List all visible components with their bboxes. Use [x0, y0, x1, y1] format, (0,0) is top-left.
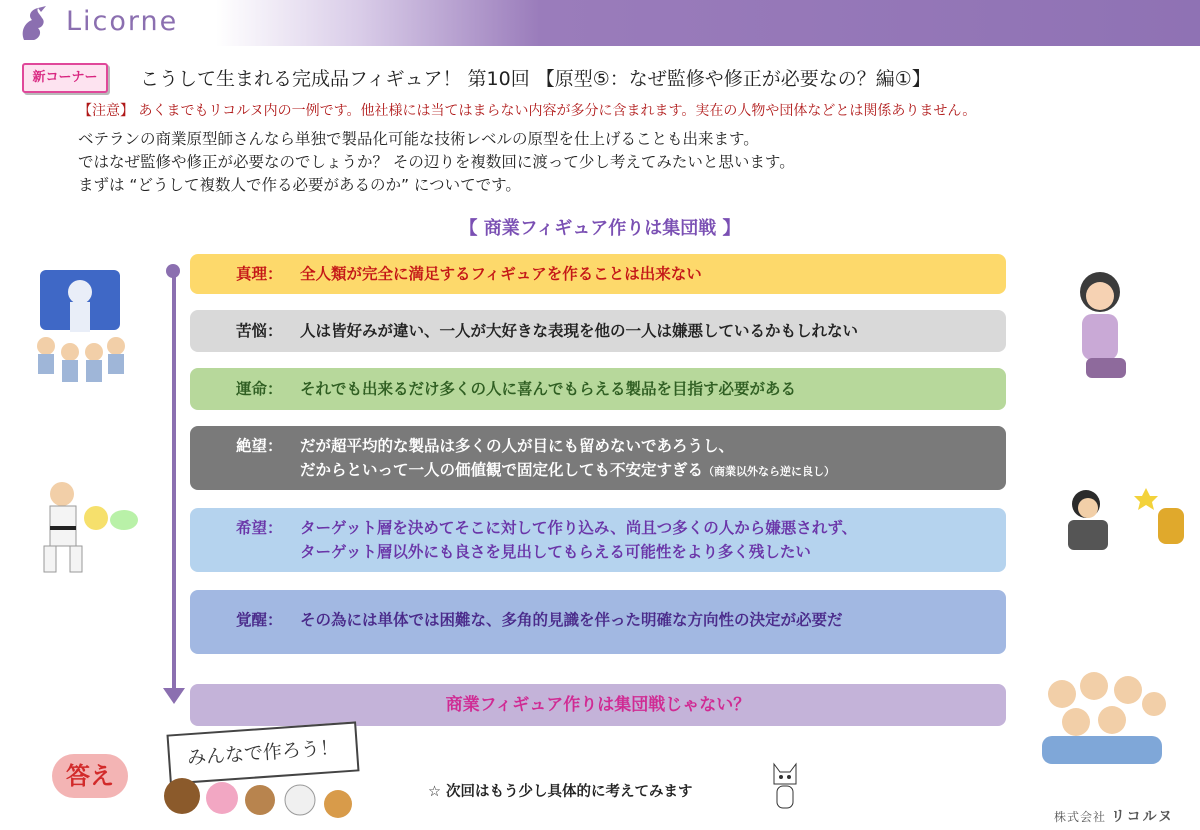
- page-title: こうして生まれる完成品フィギュア！ 第10回 【原型⑤：なぜ監修や修正が必要なの？編①】: [140, 68, 931, 90]
- bar-label: 希望：: [236, 519, 283, 537]
- lets-make-together-sign: みんなで作ろう！: [166, 721, 359, 784]
- bar-text-line2: だからといって一人の価値観で固定化しても不安定すぎる: [300, 461, 704, 479]
- animal-friends-illustration: [160, 770, 360, 826]
- notice-text: 【注意】 あくまでもリコルヌ内の一例です。他社様には当てはまらない内容が多分に含まれます。実在の人物や団体などとは関係ありません。: [78, 103, 977, 119]
- bar-truth: [190, 254, 1006, 294]
- intro-line: ベテランの商業原型師さんなら単独で製品化可能な技術レベルの原型を仕上げることも出来ます。: [78, 130, 759, 148]
- bar-text-line1: ターゲット層を決めてそこに対して作り込み、尚且つ多くの人から嫌悪されず、: [300, 519, 858, 537]
- bar-label: 真理：: [236, 265, 283, 283]
- bar-note: （商業以外なら逆に良し）: [703, 465, 836, 478]
- worship-crowd-illustration: [30, 266, 130, 390]
- header-bar: [0, 0, 1200, 46]
- bar-text-line2: ターゲット層以外にも良さを見出してもらえる可能性をより多く残したい: [300, 543, 811, 561]
- company-main-name: リコルヌ: [1110, 809, 1175, 825]
- bar-text: 人は皆好みが違い、一人が大好きな表現を他の一人は嫌悪しているかもしれない: [300, 322, 859, 340]
- karate-fighter-illustration: [30, 476, 142, 576]
- bar-label: 覚醒：: [236, 611, 283, 629]
- bar-anguish: [190, 310, 1006, 352]
- bar-text: それでも出来るだけ多くの人に喜んでもらえる製品を目指す必要がある: [300, 380, 797, 398]
- bar-despair: [190, 426, 1006, 490]
- intro-paragraph: [78, 128, 795, 197]
- bar-text: その為には単体では困難な、多角的見識を伴った明確な方向性の決定が必要だ: [300, 611, 843, 629]
- conclusion-banner: 商業フィギュア作りは集団戦じゃない？: [190, 684, 1006, 726]
- company-name: [1054, 806, 1174, 826]
- timeline-arrow-line: [172, 268, 176, 692]
- bar-text-line1: だが超平均的な製品は多くの人が目にも留めないであろうし、: [300, 437, 735, 455]
- bar-fate: [190, 368, 1006, 410]
- intro-line: ではなぜ監修や修正が必要なのでしょうか？ その辺りを複数回に渡って少し考えてみたいと思います。: [78, 153, 795, 171]
- intro-line: まずは “どうして複数人で作る必要があるのか” についてです。: [78, 176, 521, 194]
- hit-man-illustration: [1046, 480, 1192, 566]
- timeline-start-dot: [166, 264, 180, 278]
- unicorn-logo-icon: [16, 6, 50, 42]
- bar-awakening: [190, 590, 1006, 654]
- praying-woman-illustration: [1066, 266, 1136, 386]
- new-corner-badge: 新コーナー: [22, 63, 108, 93]
- answer-badge: 答え: [52, 754, 128, 798]
- timeline-arrow-head: [163, 688, 185, 704]
- cat-mascot-illustration: [768, 760, 802, 812]
- bar-label: 苦悩：: [236, 322, 283, 340]
- next-episode-note: ☆ 次回はもう少し具体的に考えてみます: [428, 784, 693, 800]
- happy-crowd-illustration: [1032, 660, 1172, 766]
- bar-label: 絶望：: [236, 437, 283, 455]
- bar-text: 全人類が完全に満足するフィギュアを作ることは出来ない: [300, 265, 702, 283]
- bar-hope: [190, 508, 1006, 572]
- bar-label: 運命：: [236, 380, 283, 398]
- company-prefix: 株式会社: [1054, 810, 1107, 824]
- brand-logo-text: Licorne: [66, 6, 179, 37]
- section-heading: 【 商業フィギュア作りは集団戦 】: [459, 218, 741, 239]
